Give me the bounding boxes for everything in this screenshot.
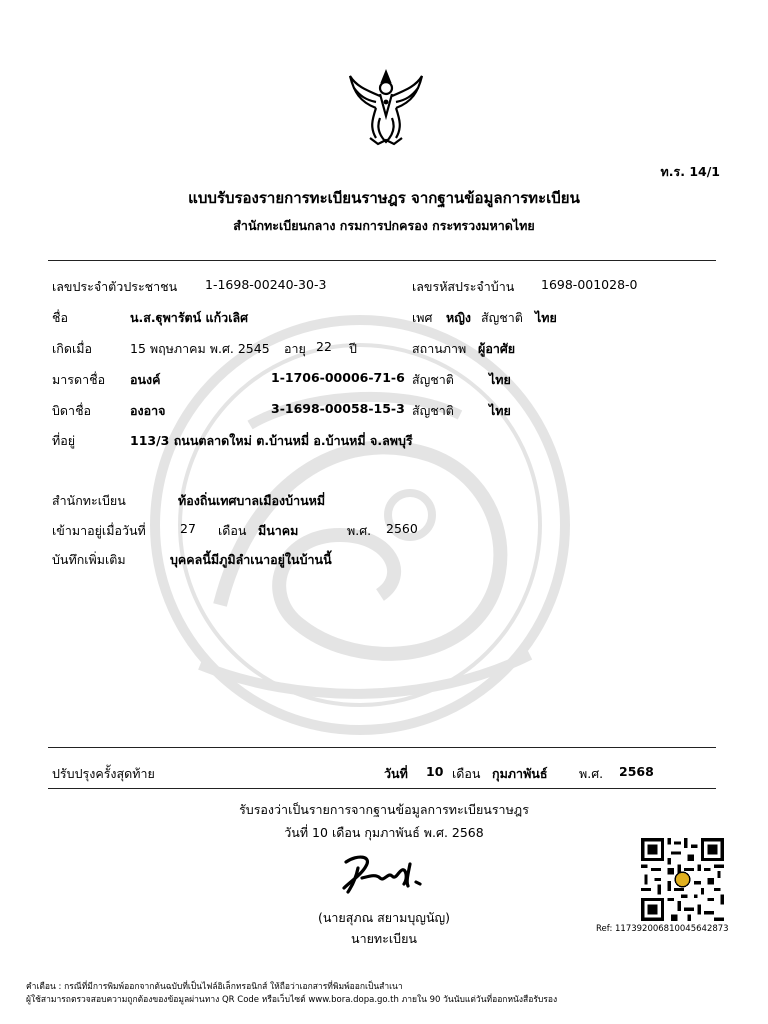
certify-line1: รับรองว่าเป็นรายการจากฐานข้อมูลการทะเบียนราษฎร [239,802,529,817]
top-divider [48,260,716,261]
house-id-value: 1698-001028-0 [541,277,638,292]
office-label: สำนักทะเบียน [52,493,126,508]
garuda-emblem-icon [346,68,426,148]
registrar-signature-icon [336,848,442,896]
mother-nationality-label: สัญชาติ [412,372,454,387]
update-month-label: เดือน [452,766,481,781]
footer-warning: คำเตือน : กรณีที่มีการพิมพ์ออกจากต้นฉบับที่เป็นไฟล์อิเล็กทรอนิกส์ ให้ถือว่าเอกสารที่พิมพ์ออกเป็นสำเนา [26,982,403,992]
update-year: 2568 [619,764,654,779]
moved-year: 2560 [386,521,418,536]
age-unit: ปี [349,341,357,356]
nationality-label: สัญชาติ [481,310,523,325]
age-label: อายุ [284,341,306,356]
bottom-divider [48,788,716,789]
father-label: บิดาชื่อ [52,403,92,418]
certify-line2: วันที่ 10 เดือน กุมภาพันธ์ พ.ศ. 2568 [284,825,484,840]
status-label: สถานภาพ [412,341,467,356]
mother-label: มารดาชื่อ [52,372,106,387]
mid-divider [48,747,716,748]
update-year-label: พ.ศ. [579,766,604,781]
update-day-label: วันที่ [384,766,408,781]
reference-number: Ref: 1173920068100456428​73 [596,924,729,934]
page-title: แบบรับรองรายการทะเบียนราษฎร จากฐานข้อมูลการทะเบียน [188,189,580,207]
born-label: เกิดเมื่อ [52,341,92,356]
address-label: ที่อยู่ [52,433,76,448]
mother-nationality-value: ไทย [489,372,511,387]
id-value: 1-1698-00240-30-3 [205,277,327,292]
update-label: ปรับปรุงครั้งสุดท้าย [52,766,155,781]
signer-title: นายทะเบียน [351,931,417,946]
moved-year-label: พ.ศ. [347,523,372,538]
update-day: 10 [426,764,444,779]
father-id: 3-1698-00058-15-3 [271,401,405,416]
moved-label: เข้ามาอยู่เมื่อวันที่ [52,523,146,538]
status-value: ผู้อาศัย [478,341,516,356]
address-value: 113/3 ถนนตลาดใหม่ ต.บ้านหมี่ อ.บ้านหมี่ จ.ลพบุรี [130,433,413,448]
update-month: กุมภาพันธ์ [492,766,548,781]
office-value: ท้องถิ่นเทศบาลเมืองบ้านหมี่ [178,493,326,508]
form-code: ท.ร. 14/1 [660,164,720,179]
father-nationality-label: สัญชาติ [412,403,454,418]
age-value: 22 [316,339,332,354]
name-label: ชื่อ [52,310,68,325]
moved-month: มีนาคม [258,523,299,538]
mother-name: อนงค์ [130,372,161,387]
note-value: บุคคลนี้มีภูมิลำเนาอยู่ในบ้านนี้ [170,552,332,567]
note-label: บันทึกเพิ่มเติม [52,552,126,567]
father-nationality-value: ไทย [489,403,511,418]
nationality-value: ไทย [535,310,557,325]
moved-day: 27 [180,521,196,536]
qr-code[interactable] [641,838,724,921]
name-value: น.ส.ฐุพารัตน์ แก้วเลิศ [130,310,249,325]
footer-verify-note: ผู้ใช้สามารถตรวจสอบความถูกต้องของข้อมูลผ่านทาง QR Code หรือเว็บไซต์ www.bora.dopa.go.th ภายใน 90 วันนับแต่วันที่ออกหนังสือรับรอง [26,995,558,1005]
sex-value: หญิง [446,310,471,325]
father-name: องอาจ [130,403,166,418]
signer-name: (นายสุภณ สยามบุญนัญ) [317,910,451,925]
moved-month-label: เดือน [218,523,247,538]
sex-label: เพศ [412,310,433,325]
house-id-label: เลขรหัสประจำบ้าน [412,279,515,294]
page-subtitle: สำนักทะเบียนกลาง กรมการปกครอง กระทรวงมหาดไทย [233,218,535,233]
id-label: เลขประจำตัวประชาชน [52,279,178,294]
mother-id: 1-1706-00006-71-6 [271,370,405,385]
born-value: 15 พฤษภาคม พ.ศ. 2545 [130,341,270,356]
